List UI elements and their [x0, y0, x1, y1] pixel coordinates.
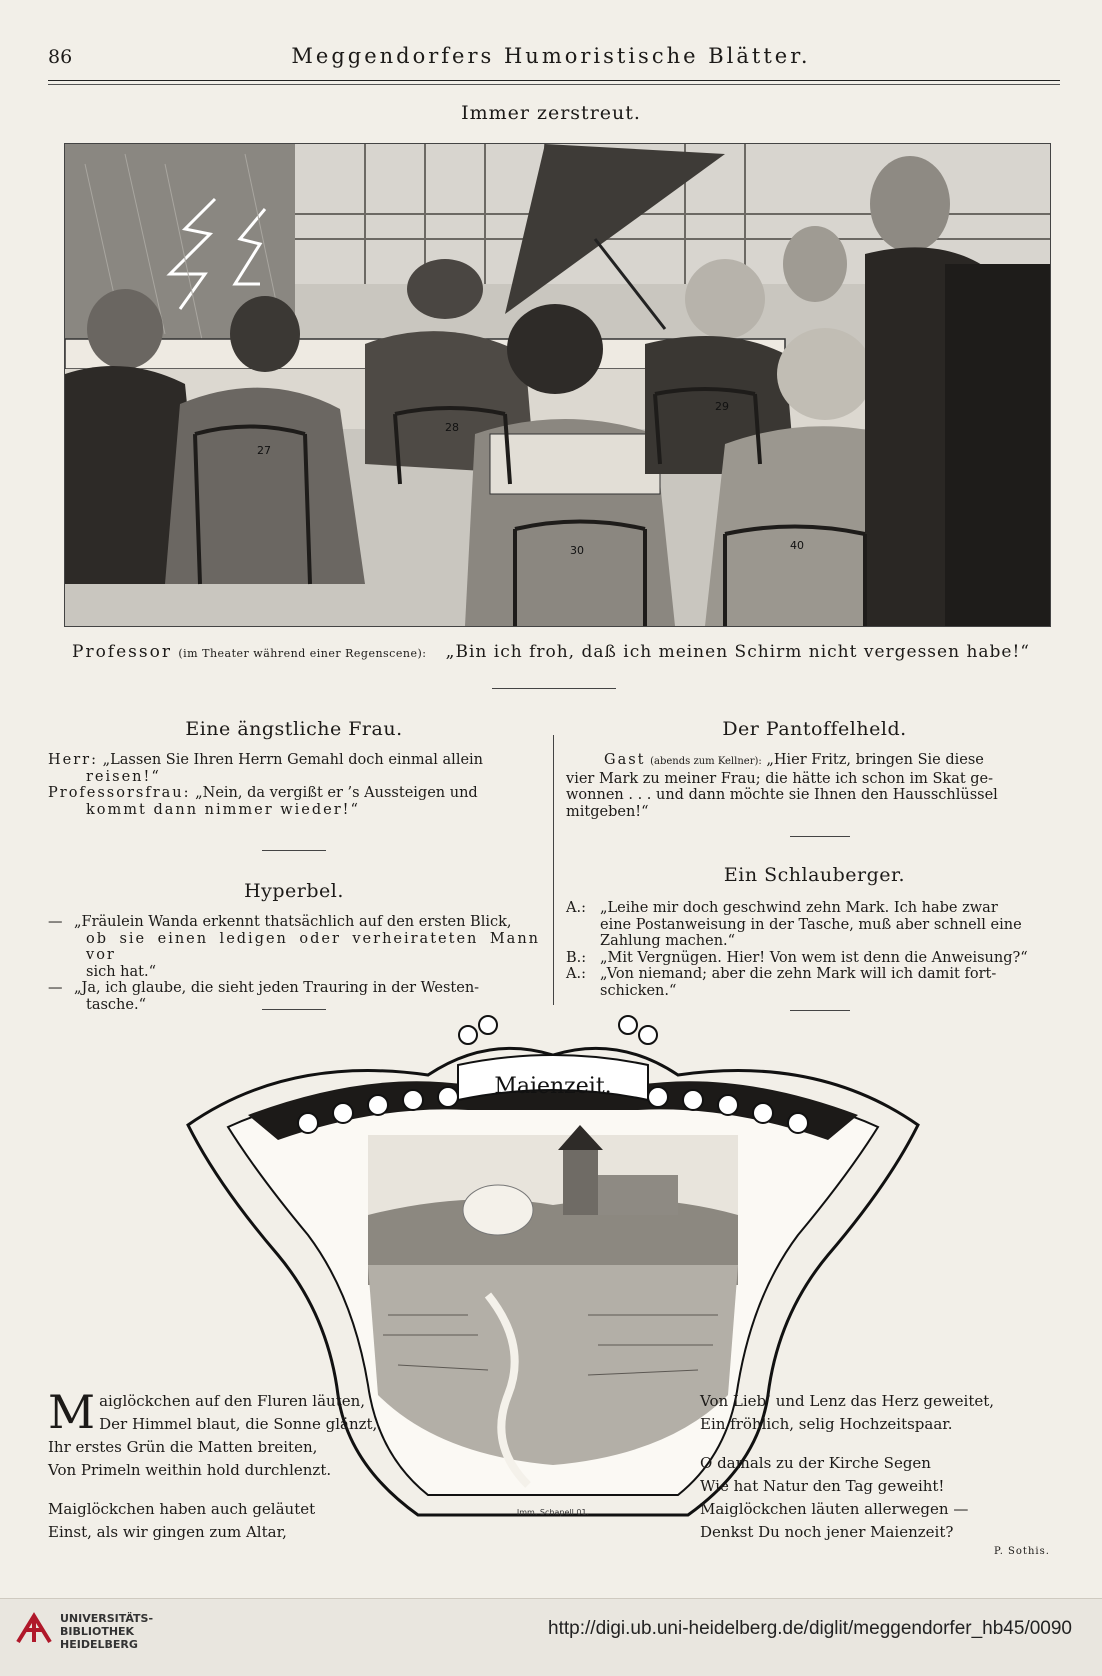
speaker-label: Herr:	[48, 752, 98, 768]
page-number: 86	[48, 46, 73, 68]
speaker-label: A.:	[566, 900, 586, 916]
section-title-angstliche-frau: Eine ängstliche Frau.	[185, 718, 403, 740]
caption-quote: „Bin ich froh, daß ich meinen Schirm nicht vergessen habe!“	[445, 642, 1030, 662]
seat-number-29: 29	[715, 400, 729, 413]
dash-marker: —	[48, 914, 63, 930]
poem-line: Maiglöckchen läuten allerwegen —	[700, 1500, 969, 1518]
poem-line: Ihr erstes Grün die Matten breiten,	[48, 1438, 318, 1456]
poem-right-stanza-2	[700, 1452, 1060, 1544]
divider	[262, 850, 326, 851]
seat-number-28: 28	[445, 421, 459, 434]
section-title-schlauberger: Ein Schlauberger.	[723, 864, 906, 886]
dialogue-text: „Hier Fritz, bringen Sie diese	[766, 752, 984, 768]
poem-line: Wie hat Natur den Tag geweiht!	[700, 1477, 945, 1495]
dialogue-continuation: ob sie einen ledigen oder verheirateten Mann vor	[86, 930, 540, 963]
poem-dropcap: M	[48, 1385, 96, 1439]
poem-line: Einst, als wir gingen zum Altar,	[48, 1523, 287, 1541]
poem-line: Von Lieb’ und Lenz das Herz geweitet,	[700, 1392, 995, 1410]
header-rule-thin	[48, 84, 1060, 85]
dialogue-continuation: reisen!“	[86, 768, 161, 785]
speaker-label: B.:	[566, 949, 587, 966]
dialogue-hyperbel	[48, 914, 540, 1013]
poem-author: P. Sothis.	[994, 1546, 1050, 1557]
dialogue-line: wonnen . . . und dann möchte sie Ihnen den Hausschlüssel	[566, 787, 998, 803]
speaker-label: A.:	[566, 966, 586, 982]
source-url-link[interactable]: http://digi.ub.uni-heidelberg.de/diglit/meggendorfer_hb45/0090	[548, 1618, 1072, 1639]
speaker-label: Gast	[604, 752, 646, 768]
dialogue-continuation: schicken.“	[600, 982, 677, 999]
poem-line: Von Primeln weithin hold durchlenzt.	[48, 1461, 332, 1479]
poem-line: Der Himmel blaut, die Sonne glänzt,	[99, 1415, 378, 1433]
speaker-label: Professorsfrau:	[48, 785, 191, 801]
theater-scene-drawing	[65, 144, 1050, 626]
dialogue-continuation: kommt dann nimmer wieder!“	[86, 801, 360, 818]
footer-rule	[0, 1598, 1102, 1599]
caption-note: (im Theater während einer Regenscene):	[178, 647, 427, 660]
poem-line: Ein fröhlich, selig Hochzeitspaar.	[700, 1415, 953, 1433]
library-logo-icon	[14, 1608, 54, 1648]
dialogue-continuation: tasche.“	[86, 996, 146, 1013]
poem-right-stanza-1	[700, 1390, 1060, 1436]
theater-illustration	[64, 143, 1051, 627]
divider	[790, 836, 850, 837]
divider	[492, 688, 616, 689]
dialogue-continuation: sich hat.“	[86, 963, 156, 980]
caption-speaker: Professor	[72, 642, 172, 662]
header-rule	[48, 80, 1060, 81]
dialogue-text: „Lassen Sie Ihren Herrn Gemahl doch einmal allein	[102, 752, 484, 768]
dialogue-text: „Ja, ich glaube, die sieht jeden Trauring in der Westen-	[74, 980, 480, 996]
speaker-note: (abends zum Kellner):	[650, 756, 762, 767]
dialogue-line: vier Mark zu meiner Frau; die hätte ich schon im Skat ge-	[566, 770, 994, 787]
dialogue-schlauberger	[566, 900, 1063, 999]
seat-number-27: 27	[257, 444, 271, 457]
divider	[262, 1009, 326, 1010]
dialogue-text: „Nein, da vergißt er ’s Aussteigen und	[195, 785, 478, 801]
poem-line: Denkst Du noch jener Maienzeit?	[700, 1523, 954, 1541]
dialogue-line: mitgeben!“	[566, 803, 649, 820]
dialogue-text: „Leihe mir doch geschwind zehn Mark. Ich habe zwar	[600, 900, 998, 916]
library-name	[60, 1612, 153, 1651]
seat-number-40: 40	[790, 539, 804, 552]
cartoon-caption	[0, 642, 1102, 662]
poem-line: Maiglöckchen haben auch geläutet	[48, 1500, 316, 1518]
poem-left-stanza-1	[48, 1385, 418, 1482]
dialogue-text: „Mit Vergnügen. Hier! Von wem ist denn die Anweisung?“	[600, 949, 1028, 966]
column-divider	[553, 735, 554, 1005]
vignette-banner-title: Maienzeit.	[494, 1074, 612, 1099]
poem-line: O damals zu der Kirche Segen	[700, 1454, 931, 1472]
dialogue-text: „Fräulein Wanda erkennt thatsächlich auf den ersten Blick,	[74, 914, 512, 930]
poem-line: aiglöckchen auf den Fluren läuten,	[99, 1392, 366, 1410]
library-name-line: BIBLIOTHEK	[60, 1625, 135, 1638]
section-title-hyperbel: Hyperbel.	[244, 880, 344, 902]
dialogue-text: „Von niemand; aber die zehn Mark will ich damit fort-	[600, 966, 997, 982]
dialogue-pantoffelheld	[566, 752, 1063, 820]
journal-title: Meggendorfers Humoristische Blätter.	[291, 44, 811, 68]
library-name-line: HEIDELBERG	[60, 1638, 138, 1651]
seat-number-30: 30	[570, 544, 584, 557]
cartoon-title: Immer zerstreut.	[461, 102, 641, 124]
artist-signature: Imm. Schapell 01.	[516, 1508, 590, 1517]
divider	[790, 1010, 850, 1011]
dialogue-angstliche-frau	[48, 752, 540, 818]
poem-left-stanza-2	[48, 1498, 418, 1544]
dash-marker: —	[48, 980, 63, 996]
dialogue-continuation: Zahlung machen.“	[600, 933, 736, 949]
library-name-line: UNIVERSITÄTS-	[60, 1612, 154, 1625]
dialogue-continuation: eine Postanweisung in der Tasche, muß aber schnell eine	[600, 916, 1022, 933]
section-title-pantoffelheld: Der Pantoffelheld.	[722, 718, 907, 740]
